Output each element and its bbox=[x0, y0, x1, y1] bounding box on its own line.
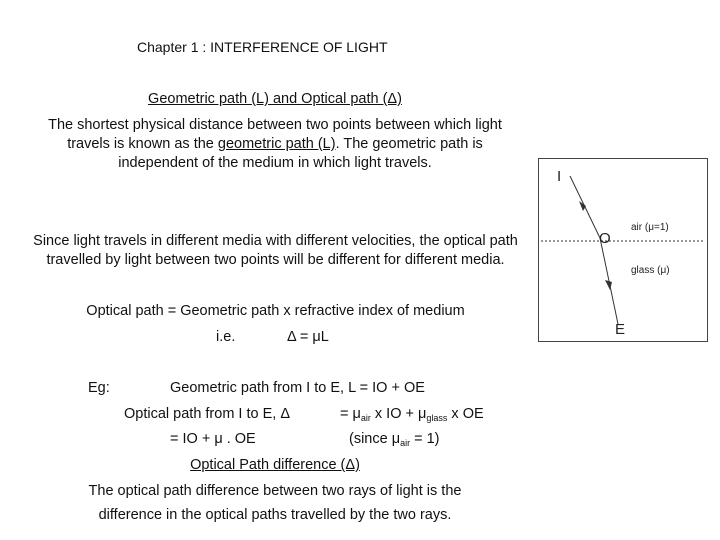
example-label: Eg: bbox=[88, 380, 110, 396]
example-line-3-end: = 1) bbox=[410, 431, 440, 447]
example-line-2-mu: = μ bbox=[340, 406, 361, 422]
example-line-2-left: Optical path from I to E, Δ bbox=[124, 406, 291, 422]
air-label: air (μ=1) bbox=[631, 222, 669, 233]
example-line-3-right bbox=[349, 430, 440, 449]
refraction-diagram bbox=[538, 158, 708, 342]
chapter-title: Chapter 1 : INTERFERENCE OF LIGHT bbox=[137, 39, 388, 55]
point-e-label: E bbox=[615, 321, 626, 338]
refracted-ray bbox=[600, 238, 618, 324]
example-line-3-since: (since μ bbox=[349, 431, 401, 447]
point-o-label: O bbox=[599, 230, 611, 247]
geometric-path-paragraph bbox=[40, 116, 510, 173]
optical-path-formula: Optical path = Geometric path x refractive index of medium bbox=[86, 303, 465, 319]
air-subscript-2: air bbox=[400, 438, 411, 448]
geometric-path-term: geometric path (L) bbox=[217, 136, 336, 152]
example-line-2-right bbox=[340, 405, 484, 424]
ie-label: i.e. bbox=[216, 329, 236, 345]
refraction-svg bbox=[539, 159, 707, 341]
example-line-3-left: = IO + μ . OE bbox=[170, 431, 256, 447]
glass-label: glass (μ) bbox=[631, 265, 670, 276]
optical-path-paragraph: Since light travels in different media with different velocities, the optical path travelled by light between two points will be different for different media. bbox=[33, 233, 518, 268]
difference-paragraph-line-2: difference in the optical paths travelled by the two rays. bbox=[98, 507, 452, 523]
example-line-1: Geometric path from I to E, L = IO + OE bbox=[170, 380, 425, 396]
optical-path-difference-heading: Optical Path difference (Δ) bbox=[190, 457, 360, 473]
ie-formula: Δ = μL bbox=[287, 329, 329, 345]
para1-before: The shortest physical distance between two points between which light travels is known as the bbox=[48, 117, 502, 152]
para1-after: . The geometric path is independent of the medium in which light travels. bbox=[118, 136, 483, 171]
air-subscript: air bbox=[360, 413, 371, 423]
difference-paragraph-line-1: The optical path difference between two rays of light is the bbox=[88, 483, 462, 499]
point-i-label: I bbox=[557, 168, 562, 185]
example-line-2-mid: x IO + μ bbox=[370, 406, 427, 422]
glass-subscript: glass bbox=[426, 413, 448, 423]
example-line-2-end: x OE bbox=[447, 406, 484, 422]
section-heading: Geometric path (L) and Optical path (Δ) bbox=[148, 91, 402, 107]
